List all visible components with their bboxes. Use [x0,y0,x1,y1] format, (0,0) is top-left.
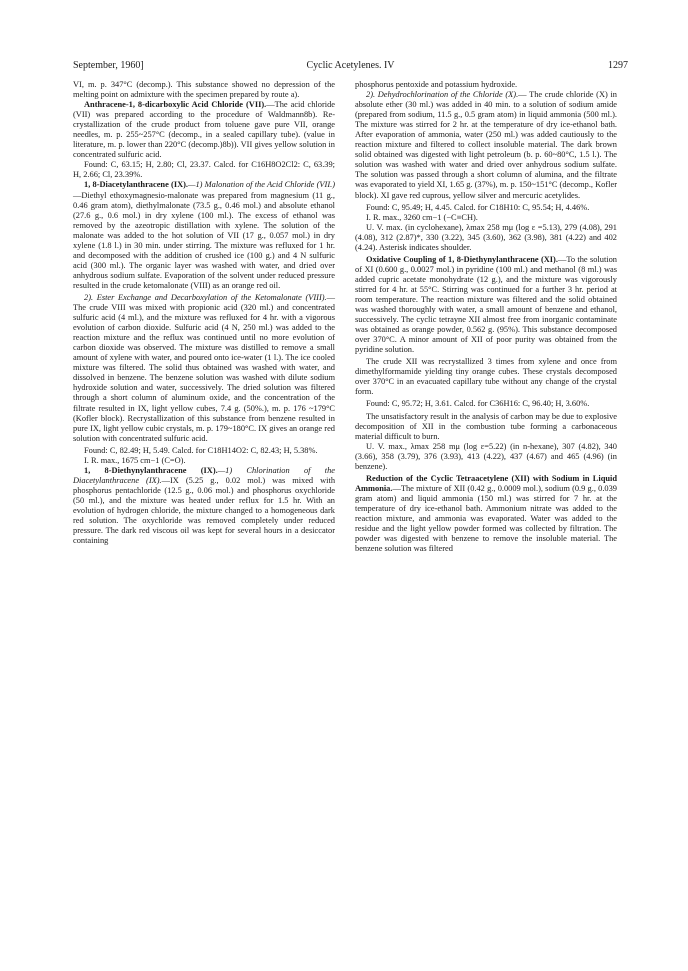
paragraph-text: —IX (5.25 g., 0.02 mol.) was mixed with phosphorus pentachloride (12.5 g., 0.06 mol.) and phosphorus oxychloride (50 ml.), and the mixture was heated under reflux for 1.5 hr. With an evolution of hydrogen chloride, the mixture changed to a homogeneous dark red solution. The oxychloride was removed completely under reduced pressure. The dark red viscous oil was kept for several hours in a desiccator containing [73,475,336,546]
section-heading: 1, 8-Diacetylanthracene (IX). [84,180,189,190]
paragraph: The unsatisfactory result in the analysis of carbon may be due to explosive decomposition of XII in the combustion tube forming a carbonaceous material difficult to burn. [355,411,617,441]
section-heading: Reduction of the Cyclic Tetraacetylene (XII) with Sodium in Liquid Ammonia. [355,473,617,493]
header-date: September, 1960] [73,60,144,71]
section-heading: Oxidative Coupling of 1, 8-Diethynylanthracene (XI). [366,254,558,264]
paragraph: VI, m. p. 347°C (decomp.). This substance showed no depression of the melting point on admixture with the specimen prepared by route a). [73,80,335,100]
paragraph [73,180,335,291]
paragraph-text: —The mixture of XII (0.42 g., 0.0009 mol.), sodium (0.9 g., 0.039 gram atom) and liquid ammonia (150 ml.) was stirred for 7 hr. at the temperature of dry ice-ethanol bath. Ammonium nitrate was added to the reaction mixture, and ammonia was evaporated. Water was added to the residue and the light yellow powder formed was collected by filtration. The powder was digested with benzene to remove the insoluble material. The benzene solution was filtered [355,483,617,554]
paragraph [73,466,335,546]
paragraph: phosphorus pentoxide and potassium hydroxide. [355,80,518,89]
paragraph [355,90,617,201]
paragraph [73,100,335,160]
paragraph-text: — The crude chloride (X) in absolute ether (30 ml.) was added in 40 min. to a solution of sodium amide (prepared from sodium, 11.5 g., 0.5 gram atom) in liquid ammonia (500 ml.). The mixture was stirred for 2 hr. at the temperature of dry ice-ethanol bath. After evaporation of ammonia, water (250 ml.) was added cautiously to the reaction mixture and filtered to collect insoluble material. The dark brown solid obtained was digested with light petroleum (b. p. 60~80°C, 1.5 l.). The solution was washed with water and dried over anhydrous sodium sulfate. The solution was passed through a short column of alumina, and the filtrate was evaporated to yield XI, 1.65 g. (37%), m. p. 150~151°C (decomp., Kofler block). XI gave red cuprous, yellow silver and mercuric acetylides. [355,90,617,200]
paragraph-text: —The acid chloride (VII) was prepared according to the procedure of Waldmann8b). Re-crystallization of the crude product from toluene gave pure VII, orange needles, m. p. 255~257°C (decomp., in a sealed capillary tube). (value in literature, m. p. lower than 220°C (decomp.)8b)). VII gives yellow solution in concentrated sulfuric acid. [73,100,335,160]
paragraph [355,474,617,554]
uv-line: U. V. max., λmax 258 mμ (log ε=5.22) (in n-hexane), 307 (4.82), 340 (3.66), 358 (3.79), 376 (3.93), 413 (4.22), 437 (4.67) and 465 (4.96) (in benzene). [355,441,617,471]
subsection-heading: 2). Dehydrochlorination of the Chloride (X). [366,90,519,100]
subsection-heading: 2). Ester Exchange and Decarboxylation of the Ketomalonate (VIII). [84,292,327,302]
ir-line: I. R. max., 1675 cm−1 (C=O). [84,455,186,465]
page-number: 1297 [608,60,628,71]
subsection-heading: —1) Malonation of the Acid Chloride (VII.) [188,180,336,190]
header-title: Cyclic Acetylenes. IV [306,60,395,71]
paragraph [355,255,617,355]
right-column [355,80,617,554]
analysis-line: Found: C, 63.15; H, 2.80; Cl, 23.37. Calcd. for C16H8O2Cl2: C, 63.39; H, 2.66; Cl, 23.39%. [73,160,335,180]
paragraph-text: —To the solution of XI (0.600 g., 0.0027 mol.) in pyridine (100 ml.) and methanol (8 ml.) was added cupric acetate monohydrate (12 g.), and the mixture was vigorously stirred for 4 hr. at 55°C. Stirring was continued for a further 3 hr. period at room temperature. The reaction mixture was filtered and the solid obtained was washed thoroughly with water, a small amount of benzene and ethanol, successively. The cyclic tetrayne XII almost free from inorganic contaminate was obtained as orange powder, 0.562 g. (95%). This substance decomposed over 370°C. A minor amount of XII of poor purity was obtained from the pyridine solution. [355,254,617,355]
section-heading: 1, 8-Diethynylanthracene (IX). [84,465,218,475]
section-heading: Anthracene-1, 8-dicarboxylic Acid Chloride (VII). [84,100,267,110]
paragraph [73,293,335,444]
left-column [73,80,335,546]
subsection-heading: —1) Chlorination of the Diacetylanthracene (IX). [73,465,335,485]
analysis-line: Found: C, 95.49; H, 4.45. Calcd. for C18H10: C, 95.54; H, 4.46%. [366,202,590,212]
uv-line: U. V. max. (in cyclohexane), λmax 258 mμ (log ε =5.13), 279 (4.08), 291 (4.08), 312 (2.87)*, 330 (3.22), 345 (3.60), 362 (3.98), 381 (4.22) and 402 (4.24). Asterisk indicates shoulder. [355,222,617,252]
paragraph-text: —Diethyl ethoxymagnesio-malonate was prepared from magnesium (11 g., 0.46 gram atom), diethylmalonate (73.5 g., 0.46 mol.) and absolute ethanol (27.6 g., 0.6 mol.) in dry xylene (100 ml.). The excess of ethanol was removed by the azeotropic distillation with xylene. The solution of the malonate was added to the hot solution of VII (17 g., 0.057 mol.) in dry xylene (1.8 l.) in 30 min. under stirring. The mixture was refluxed for 1 hr. and decomposed with the addition of crushed ice (100 g.) and 4 N sulfuric acid (300 ml.). The organic layer was washed with water, and dried over anhydrous sodium sulfate. Evaporation of the solvent under reduced pressure resulted in the crude ketomalonate (VIII) as an orange red oil. [73,190,335,290]
ir-line: I. R. max., 3260 cm−1 (−C≡CH). [366,212,478,222]
analysis-line: Found: C, 82.49; H, 5.49. Calcd. for C18H14O2: C, 82.43; H, 5.38%. [84,445,318,455]
running-header [73,59,628,73]
analysis-line: Found: C, 95.72; H, 3.61. Calcd. for C36H16: C, 96.40; H, 3.60%. [366,399,590,409]
paragraph-text: —The crude VIII was mixed with propionic acid (320 ml.) and concentrated sulfuric acid (4 ml.), and the mixture was refluxed for 4 hr. with a vigorous evolution of carbon dioxide. Sulfuric acid (4 N, 250 ml.) was added to the reaction mixture and the reflux was continued until no more evolution of carbon dioxide was observed. The mixture was distilled to remove a small amount of xylene with water, and poured onto ice-water (1 l.). The ice cooled mixture was filtered. The solid thus obtained was washed with water, and dissolved in benzene. The benzene solution was washed with dilute sodium hydroxide solution and water, successively. The dried solution was filtered through a short column of aluminum oxide, and the concentration of the filtrate resulted in IX, light yellow cubes, 7.4 g. (50%.), m. p. 176 ~179°C (Kofler block). Recrystallization of this substance from benzene resulted in pure IX, light yellow cubic crystals, m. p. 179~180°C. IX gives an orange red solution with concentrated sulfuric acid. [73,292,335,443]
paragraph: The crude XII was recrystallized 3 times from xylene and once from dimethylformamide yielding tiny orange cubes. These crystals decomposed over 370°C in an evacuated capillary tube without any change of the crystal form. [355,357,617,397]
